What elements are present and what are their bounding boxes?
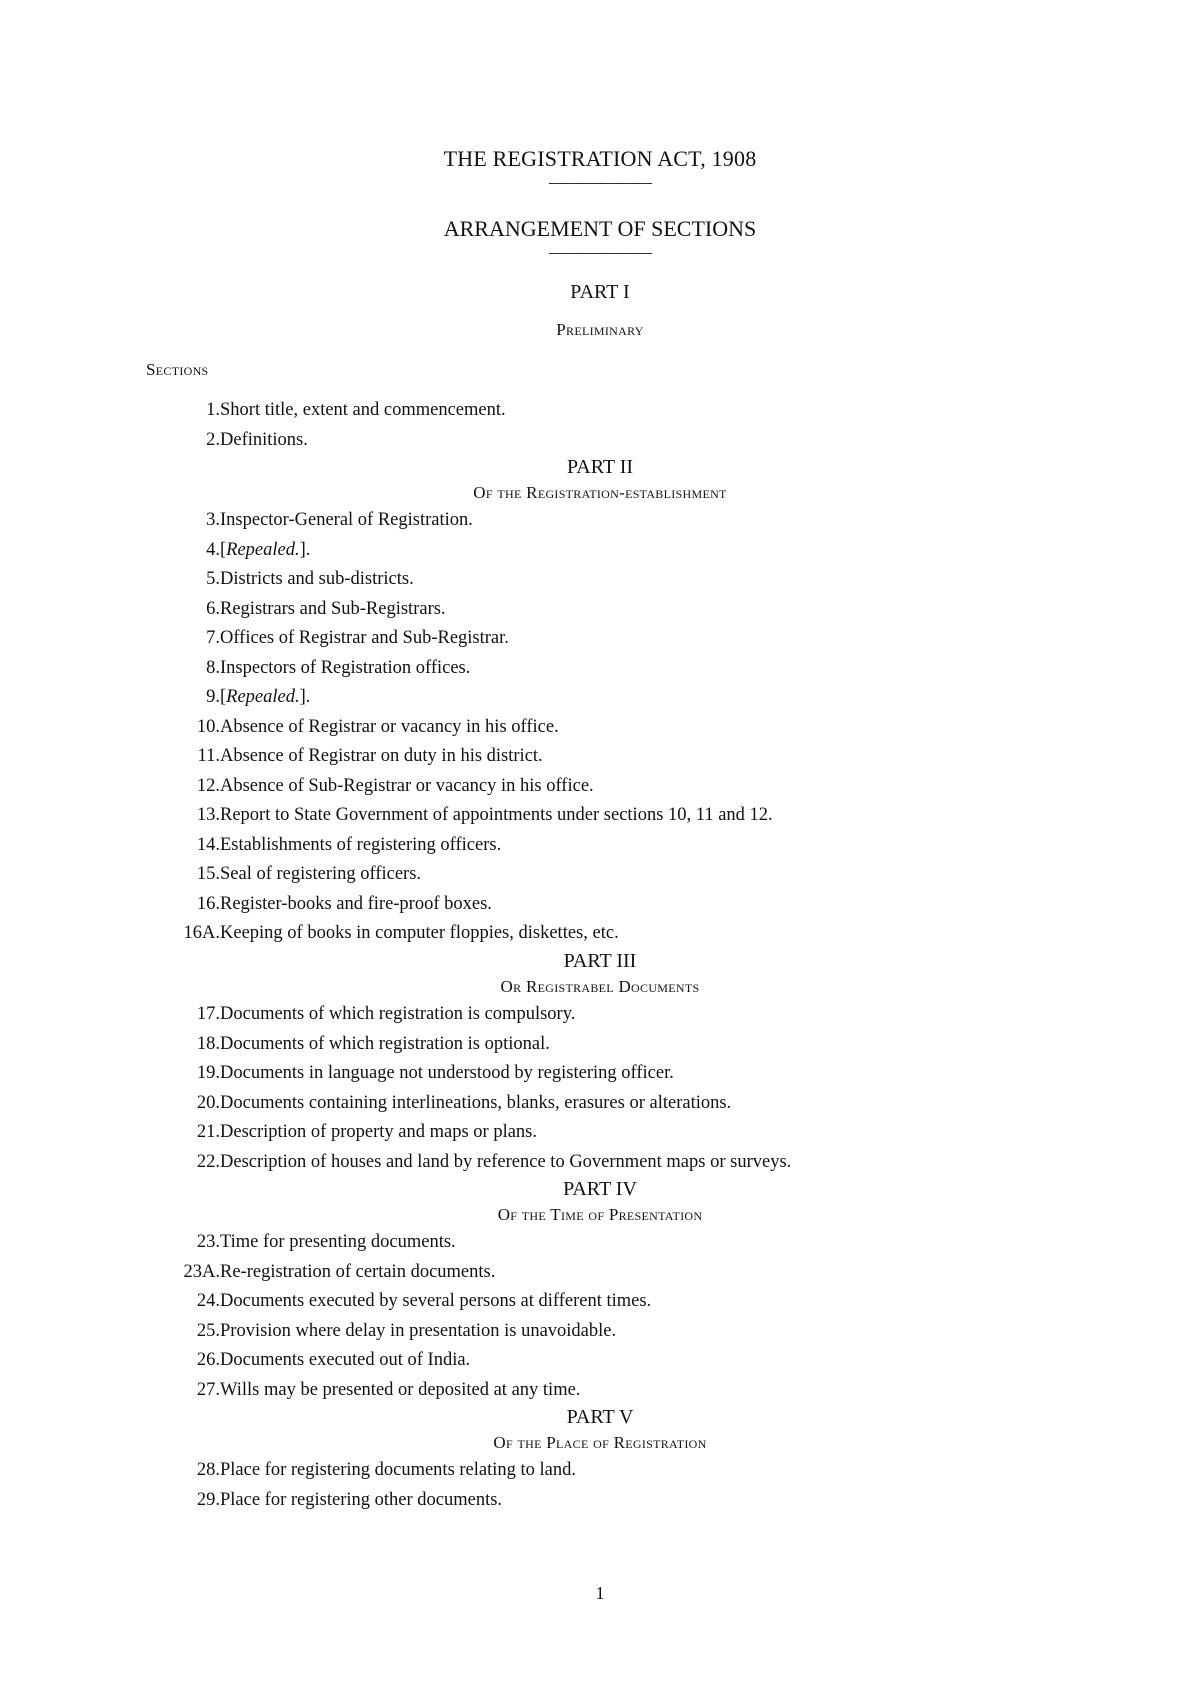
section-title: Absence of Registrar or vacancy in his office.	[220, 716, 559, 737]
section-item	[0, 919, 1200, 949]
section-title: Documents executed out of India.	[220, 1350, 471, 1370]
section-number: 5.	[206, 569, 220, 589]
section-title: Short title, extent and commencement.	[220, 400, 506, 420]
section-item	[0, 1376, 1200, 1406]
section-number: 26.	[196, 1350, 220, 1370]
section-title: Absence of Sub-Registrar or vacancy in his office.	[220, 775, 594, 796]
part-4-label: PART IV	[563, 1178, 637, 1200]
section-number: 28.	[196, 1460, 220, 1480]
section-number: 11.	[197, 746, 220, 766]
section-item	[0, 683, 1200, 713]
section-item	[0, 426, 1200, 456]
section-title: Time for presenting documents.	[220, 1232, 456, 1252]
section-number: 21.	[196, 1122, 220, 1142]
section-number: 12.	[196, 775, 220, 796]
section-item	[0, 860, 1200, 890]
section-number: 1.	[206, 400, 220, 420]
section-title: Description of houses and land by reference to Government maps or surveys.	[220, 1151, 792, 1172]
section-title: Place for registering documents relating to land.	[220, 1460, 577, 1480]
page-number: 1	[595, 1583, 605, 1603]
part-3-section-list	[0, 1000, 1200, 1177]
section-item	[0, 1000, 1200, 1030]
section-title: [Repealed.].	[220, 539, 311, 560]
section-number: 3.	[206, 510, 220, 530]
section-item	[0, 742, 1200, 772]
section-number: 16.	[196, 893, 220, 914]
section-item	[0, 713, 1200, 743]
section-number: 29.	[196, 1489, 220, 1510]
section-item	[0, 890, 1200, 920]
part-4-section-list	[0, 1228, 1200, 1405]
part-3-label: PART III	[563, 950, 637, 972]
part-4-title: Of the Time of Presentation	[497, 1205, 703, 1224]
section-item	[0, 624, 1200, 654]
document-title: THE REGISTRATION ACT, 1908	[443, 146, 757, 171]
part-3-title: Or Registrabel Documents	[500, 977, 700, 996]
section-item	[0, 1287, 1200, 1317]
section-item	[0, 1456, 1200, 1486]
section-number: 10.	[196, 716, 220, 737]
part-2-section-list	[0, 506, 1200, 949]
section-item	[0, 1030, 1200, 1060]
part-1-title: Preliminary	[556, 320, 644, 339]
section-title: Inspectors of Registration offices.	[220, 657, 471, 678]
section-title: Description of property and maps or plans.	[220, 1122, 537, 1142]
section-item	[0, 654, 1200, 684]
section-number: 18.	[196, 1033, 220, 1054]
section-title: Place for registering other documents.	[220, 1489, 503, 1510]
section-title: Report to State Government of appointments under sections 10, 11 and 12.	[220, 805, 773, 825]
section-item	[0, 1059, 1200, 1089]
section-number: 23A.	[183, 1261, 220, 1282]
section-item	[0, 1228, 1200, 1258]
section-title: Establishments of registering officers.	[220, 834, 502, 855]
sections-label: Sections	[146, 360, 209, 379]
section-number: 13.	[196, 805, 220, 825]
section-title: Registrars and Sub-Registrars.	[220, 598, 446, 619]
section-title: [Repealed.].	[220, 687, 311, 707]
part-2-label: PART II	[566, 456, 634, 478]
section-item	[0, 565, 1200, 595]
document-subtitle: ARRANGEMENT OF SECTIONS	[443, 216, 757, 241]
section-item	[0, 1486, 1200, 1516]
section-number: 19.	[196, 1063, 220, 1083]
part-5-label: PART V	[566, 1406, 634, 1428]
section-title: Wills may be presented or deposited at any time.	[220, 1379, 581, 1400]
section-title: Absence of Registrar on duty in his district.	[220, 746, 543, 766]
section-number: 9.	[206, 687, 220, 707]
section-title: Documents containing interlineations, blanks, erasures or alterations.	[220, 1092, 732, 1113]
section-item	[0, 1118, 1200, 1148]
section-number: 14.	[196, 834, 220, 855]
subtitle-rule: ——————	[549, 242, 651, 262]
section-number: 2.	[206, 429, 220, 450]
section-number: 20.	[196, 1092, 220, 1113]
section-title: Inspector-General of Registration.	[220, 510, 473, 530]
section-title: Documents executed by several persons at different times.	[220, 1291, 652, 1311]
section-number: 25.	[196, 1320, 220, 1341]
section-title: Register-books and fire-proof boxes.	[220, 893, 492, 914]
section-item	[0, 1089, 1200, 1119]
section-title: Documents of which registration is optional.	[220, 1033, 550, 1054]
section-number: 6.	[206, 598, 220, 619]
section-number: 23.	[196, 1232, 220, 1252]
section-number: 17.	[196, 1004, 220, 1024]
section-title: Keeping of books in computer floppies, diskettes, etc.	[220, 923, 619, 943]
section-title: Provision where delay in presentation is unavoidable.	[220, 1320, 617, 1341]
section-title: Documents of which registration is compulsory.	[220, 1004, 576, 1024]
section-number: 4.	[206, 539, 220, 560]
part-1-label: PART I	[570, 281, 630, 303]
title-rule: ——————	[549, 172, 651, 192]
section-item	[0, 506, 1200, 536]
section-item	[0, 1258, 1200, 1288]
section-item	[0, 1317, 1200, 1347]
section-item	[0, 772, 1200, 802]
part-1-section-list	[0, 396, 1200, 455]
section-item	[0, 831, 1200, 861]
section-number: 24.	[196, 1291, 220, 1311]
section-item	[0, 396, 1200, 426]
section-title: Definitions.	[220, 429, 308, 450]
section-title: Offices of Registrar and Sub-Registrar.	[220, 628, 509, 648]
part-5-title: Of the Place of Registration	[493, 1433, 707, 1452]
section-number: 22.	[196, 1151, 220, 1172]
section-title: Districts and sub-districts.	[220, 569, 414, 589]
section-item	[0, 1148, 1200, 1178]
part-2-title: Of the Registration-establishment	[473, 483, 727, 502]
section-item	[0, 595, 1200, 625]
section-number: 16A.	[183, 923, 220, 943]
part-5-section-list	[0, 1456, 1200, 1515]
section-number: 8.	[206, 657, 220, 678]
section-item	[0, 536, 1200, 566]
section-title: Seal of registering officers.	[220, 864, 422, 884]
section-item	[0, 1346, 1200, 1376]
section-item	[0, 801, 1200, 831]
section-number: 15.	[196, 864, 220, 884]
section-title: Re-registration of certain documents.	[220, 1261, 496, 1282]
section-title: Documents in language not understood by registering officer.	[220, 1063, 674, 1083]
section-number: 27.	[196, 1379, 220, 1400]
section-number: 7.	[206, 628, 220, 648]
